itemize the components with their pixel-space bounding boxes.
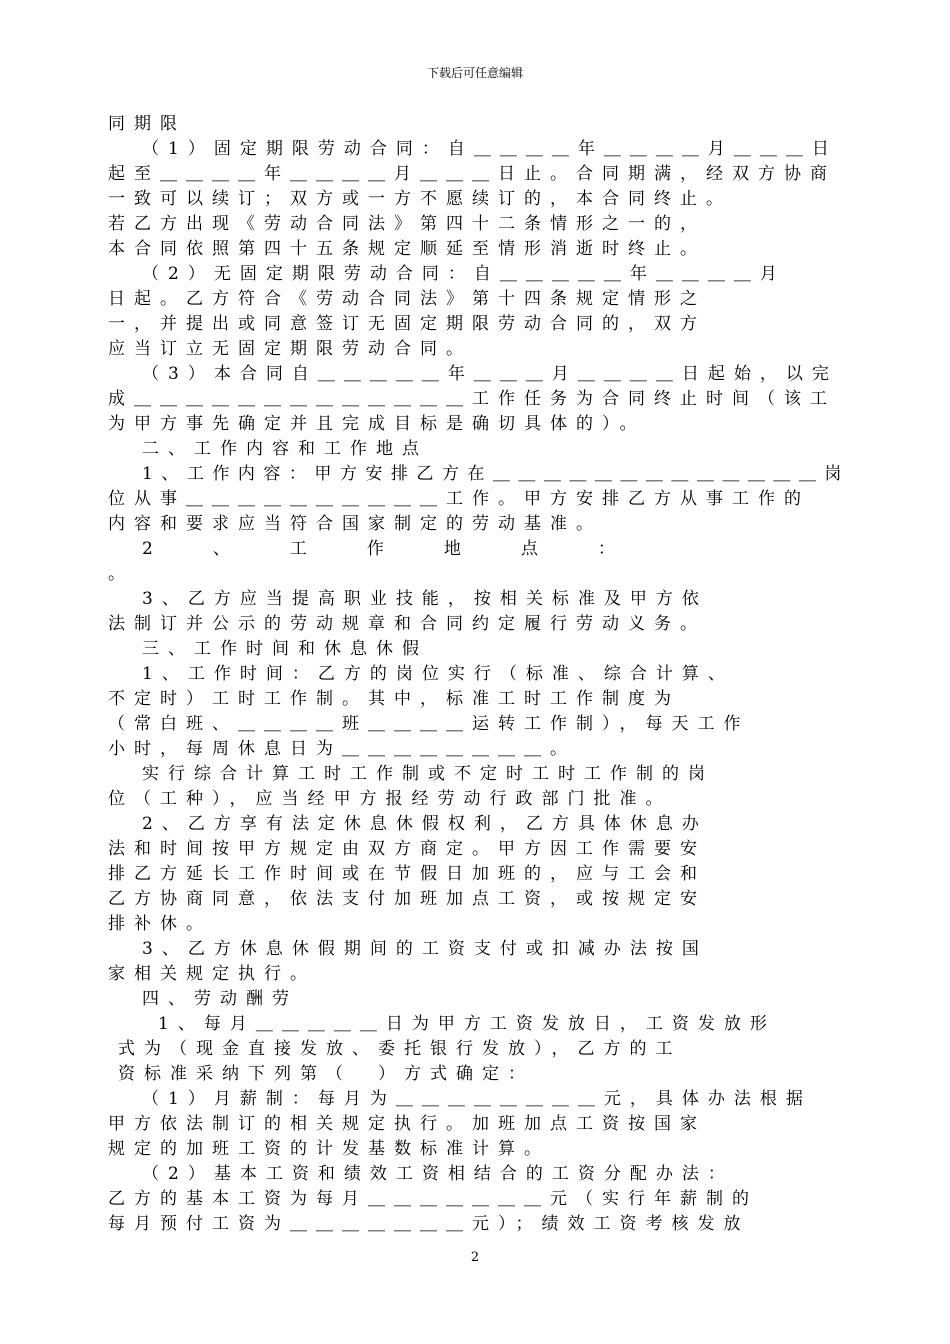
text-line: 排补休。: [108, 914, 212, 934]
text-line: 位（工种），应当经甲方报经劳动行政部门批准。: [108, 789, 672, 809]
text-line: 应当订立无固定期限劳动合同。: [108, 339, 472, 359]
text-line: 内容和要求应当符合国家制定的劳动基准。: [108, 514, 602, 534]
text-line: 1、每月＿＿＿＿＿日为甲方工资发放日，工资发放形: [158, 1014, 776, 1034]
text-line: 法和时间按甲方规定由双方商定。甲方因工作需要安: [108, 839, 706, 859]
text-line: 资标准采纳下列第（ ）方式确定：: [118, 1064, 534, 1084]
text-line: （2）基本工资和绩效工资相结合的工资分配办法：: [142, 1164, 734, 1184]
section-heading: 四、劳动酬劳: [142, 989, 298, 1009]
text-line: 若乙方出现《劳动合同法》第四十二条情形之一的，: [108, 214, 706, 234]
text-line: 式为（现金直接发放、委托银行发放），乙方的工: [118, 1039, 682, 1059]
text-line: 3、乙方应当提高职业技能，按相关标准及甲方依: [142, 589, 708, 609]
text-line: 排乙方延长工作时间或在节假日加班的，应与工会和: [108, 864, 706, 884]
text-line: （2）无固定期限劳动合同：自＿＿＿＿＿年＿＿＿＿月: [142, 264, 786, 284]
page-number: 2: [470, 1250, 480, 1265]
document-body: [108, 112, 860, 1237]
text-line: 。: [108, 564, 125, 584]
text-line: 起至＿＿＿＿年＿＿＿＿月＿＿＿日止。合同期满，经双方协商: [108, 164, 836, 184]
section-heading: 二、工作内容和工作地点: [142, 439, 428, 459]
text-line: 小时，每周休息日为＿＿＿＿＿＿＿＿。: [108, 739, 576, 759]
text-line: 3、乙方休息休假期间的工资支付或扣减办法按国: [142, 939, 708, 959]
text-line: （常白班、＿＿＿＿班＿＿＿＿运转工作制），每天工作: [108, 714, 750, 734]
text-line: 不定时）工时工作制。其中，标准工时工作制度为: [108, 689, 680, 709]
text-line: 实行综合计算工时工作制或不定时工时工作制的岗: [142, 764, 714, 784]
text-line: （1）月薪制：每月为＿＿＿＿＿＿＿＿元，具体办法根据: [142, 1089, 812, 1109]
text-line: 为甲方事先确定并且完成目标是确切具体的）。: [108, 414, 646, 434]
section-heading: 三、工作时间和休息休假: [142, 639, 428, 659]
text-line: 一致可以续订；双方或一方不愿续订的，本合同终止。: [108, 189, 732, 209]
text-line: 甲方依法制订的相关规定执行。加班加点工资按国家: [108, 1114, 706, 1134]
text-line: 规定的加班工资的计发基数标准计算。: [108, 1139, 550, 1159]
text-line: 家相关规定执行。: [108, 964, 316, 984]
text-line: 每月预付工资为＿＿＿＿＿＿＿元）；绩效工资考核发放: [108, 1214, 750, 1234]
page-header: 下载后可任意编辑: [426, 66, 523, 80]
text-line: 日起。乙方符合《劳动合同法》第十四条规定情形之: [108, 289, 706, 309]
text-line: 乙方的基本工资为每月＿＿＿＿＿＿＿元（实行年薪制的: [108, 1189, 758, 1209]
text-line: 1、工作时间：乙方的岗位实行（标准、综合计算、: [142, 664, 734, 684]
text-line: （3）本合同自＿＿＿＿＿年＿＿＿月＿＿＿＿日起始，以完: [142, 364, 838, 384]
text-line: 乙方协商同意，依法支付加班加点工资，或按规定安: [108, 889, 706, 909]
text-line: 本合同依照第四十五条规定顺延至情形消逝时终止。: [108, 239, 706, 259]
text-line: 2、乙方享有法定休息休假权利，乙方具体休息办: [142, 814, 708, 834]
text-line: 同期限: [108, 114, 186, 134]
text-line: 2、工作地点：: [142, 539, 675, 559]
text-line: 一，并提出或同意签订无固定期限劳动合同的，双方: [108, 314, 706, 334]
text-line: 位从事＿＿＿＿＿＿＿＿＿＿工作。甲方安排乙方从事工作的: [108, 489, 810, 509]
text-line: 成＿＿＿＿＿＿＿＿＿＿＿＿＿工作任务为合同终止时间（该工: [108, 389, 836, 409]
text-line: （1）固定期限劳动合同：自＿＿＿＿年＿＿＿＿月＿＿＿日: [142, 139, 838, 159]
text-line: 法制订并公示的劳动规章和合同约定履行劳动义务。: [108, 614, 706, 634]
text-line: 1、工作内容：甲方安排乙方在＿＿＿＿＿＿＿＿＿＿＿＿＿岗: [142, 464, 850, 484]
